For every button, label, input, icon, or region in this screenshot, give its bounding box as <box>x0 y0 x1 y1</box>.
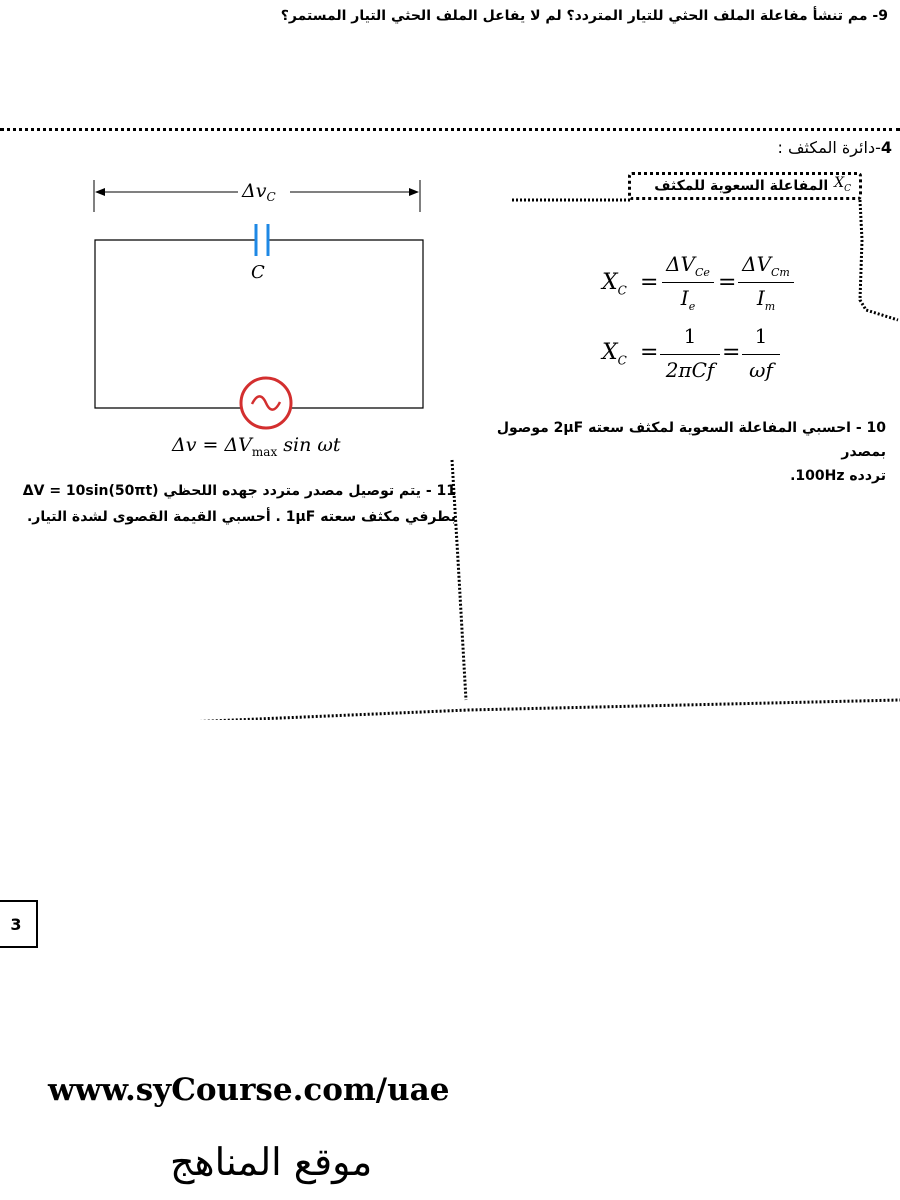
reactance-symbol: $X_C$ <box>834 175 851 194</box>
formula-2-lhs: $X_C$ <box>602 340 627 368</box>
formula-2-fraction-bar2 <box>742 354 780 355</box>
formula-1-lhs: $X_C$ <box>602 270 627 298</box>
voltage-drop-label: $\Delta v_C$ <box>242 180 276 204</box>
question-11-line1: - يتم توصيل مصدر متردد جهده اللحظي ΔV = 10sin(50πt) <box>22 483 437 499</box>
reactance-label: المفاعلة السعوية للمكثف <box>654 178 829 194</box>
capacitor-circuit-diagram <box>80 170 450 470</box>
formula-1-num2: $\Delta V_{Cm}$ <box>742 252 790 279</box>
footer-url[interactable]: www.syCourse.com/uae <box>48 1072 450 1108</box>
formula-2-num2: 1 <box>754 324 768 348</box>
formula-2-equals2: = <box>722 340 741 365</box>
formula-1-den2: $I_m$ <box>756 286 776 313</box>
question-11-line2: بطرفي مكثف سعته 1μF . أحسبي القيمة القصوى لشدة التيار. <box>26 509 456 525</box>
page-number: 3 <box>0 900 38 948</box>
question-9-text: - مم تنشأ مفاعلة الملف الحثي للتيار المتردد؟ لم لا يفاعل الملف الحثي التيار المستمر؟ <box>280 8 879 24</box>
formula-1-equals2: = <box>718 270 737 295</box>
question-10-line1: - احسبي المفاعلة السعوية لمكثف سعته 2μF موصول بمصدر <box>496 420 886 460</box>
section-4-title: -دائرة المكثف : <box>777 138 881 157</box>
question-10 <box>486 416 886 488</box>
question-11 <box>12 478 456 530</box>
formula-2-den2: ωf <box>749 358 773 382</box>
formula-2-fraction-bar1 <box>660 354 720 355</box>
formula-1-num1: $\Delta V_{Ce}$ <box>666 252 710 279</box>
formula-1-equals: = <box>640 270 659 295</box>
reactance-formulas <box>600 252 860 392</box>
formula-1-den1: $I_e$ <box>680 286 696 313</box>
formula-2-den1: 2πCf <box>665 358 715 382</box>
formula-2-equals: = <box>640 340 659 365</box>
question-11-number: 11 <box>436 483 456 499</box>
source-voltage-equation: $\Delta v = \Delta V_{max}$ sin ωt <box>172 434 341 459</box>
capacitor-label: C <box>251 262 265 283</box>
formula-1-fraction-bar2 <box>738 282 794 283</box>
footer-site-name: موقع المناهج <box>170 1140 373 1184</box>
section-4-number: 4 <box>880 138 892 157</box>
question-10-number: 10 <box>866 420 886 436</box>
formula-1-fraction-bar1 <box>662 282 714 283</box>
question-9-number: 9 <box>878 8 888 24</box>
formula-2-num1: 1 <box>683 324 697 348</box>
question-10-line2: تردده 100Hz. <box>790 468 886 484</box>
